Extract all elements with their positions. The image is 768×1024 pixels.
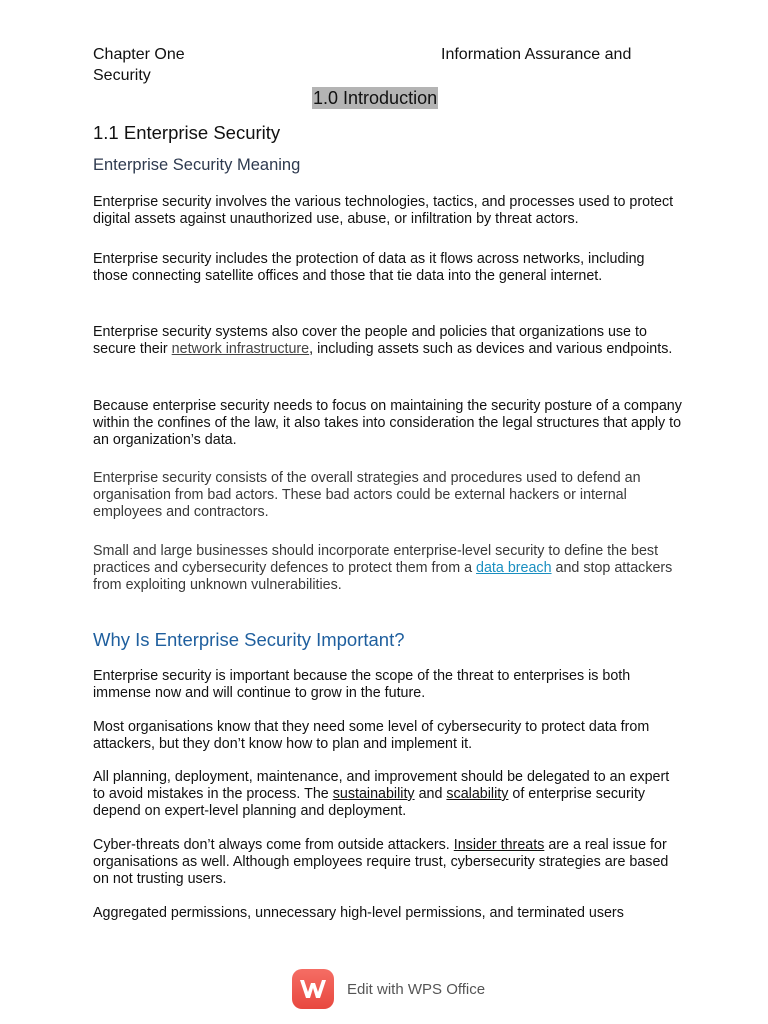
paragraph-3: Enterprise security systems also cover the people and policies that organizations use to secure their network infrastructure, including assets such as devices and various endpoints.	[93, 324, 673, 357]
paragraph-10: Cyber-threats don’t always come from outside attackers. Insider threats are a real issue for organisations as well. Although employees require trust, cybersecurity strategies are based on not trusting users.	[93, 837, 669, 887]
paragraph-11: Aggregated permissions, unnecessary high-level permissions, and terminated users	[93, 905, 624, 921]
section-heading: 1.1 Enterprise Security	[93, 122, 281, 143]
paragraph-5: Enterprise security consists of the overall strategies and procedures used to defend an organisation from bad actors. These bad actors could be external hackers or internal employees and contractors.	[93, 470, 641, 520]
why-heading: Why Is Enterprise Security Important?	[93, 629, 405, 650]
intro-heading: 1.0 Introduction	[313, 88, 438, 108]
wps-watermark-text: Edit with WPS Office	[347, 980, 486, 998]
paragraph-6: Small and large businesses should incorporate enterprise-level security to define the best practices and cybersecurity defences to protect them from a data breach and stop attackers from exploiting unknown vulnerabilities.	[93, 543, 673, 593]
paragraph-7: Enterprise security is important because the scope of the threat to enterprises is both immense now and will continue to grow in the future.	[93, 668, 631, 701]
header-chapter: Chapter One	[93, 46, 185, 63]
subheading: Enterprise Security Meaning	[93, 156, 301, 174]
paragraph-8: Most organisations know that they need some level of cybersecurity to protect data from attackers, but they don’t know how to plan and implement it.	[93, 719, 650, 752]
wps-logo-icon	[292, 969, 334, 1009]
paragraph-2: Enterprise security includes the protection of data as it flows across networks, including those connecting satellite offices and those that tie data into the general internet.	[93, 251, 645, 284]
scalability-link[interactable]: scalability	[446, 786, 509, 802]
network-infrastructure-link[interactable]: network infrastructure	[171, 341, 310, 357]
header-title: Information Assurance and	[441, 46, 632, 63]
paragraph-9: All planning, deployment, maintenance, and improvement should be delegated to an expert to avoid mistakes in the process. The sustainability and scalability of enterprise security depend on expert-level planning and deployment.	[93, 769, 670, 819]
insider-threats-link[interactable]: Insider threats	[453, 837, 545, 853]
paragraph-4: Because enterprise security needs to focus on maintaining the security posture of a company within the confines of the law, it also takes into consideration the legal structures that apply to an organization’s data.	[93, 398, 682, 448]
sustainability-link[interactable]: sustainability	[332, 786, 415, 802]
wps-w-icon	[298, 977, 328, 1001]
data-breach-link[interactable]: data breach	[476, 560, 552, 576]
wps-watermark[interactable]	[292, 969, 485, 1009]
header-title-wrap: Security	[93, 67, 151, 84]
paragraph-1: Enterprise security involves the various technologies, tactics, and processes used to protect digital assets against unauthorized use, abuse, or infiltration by threat actors.	[93, 194, 674, 227]
